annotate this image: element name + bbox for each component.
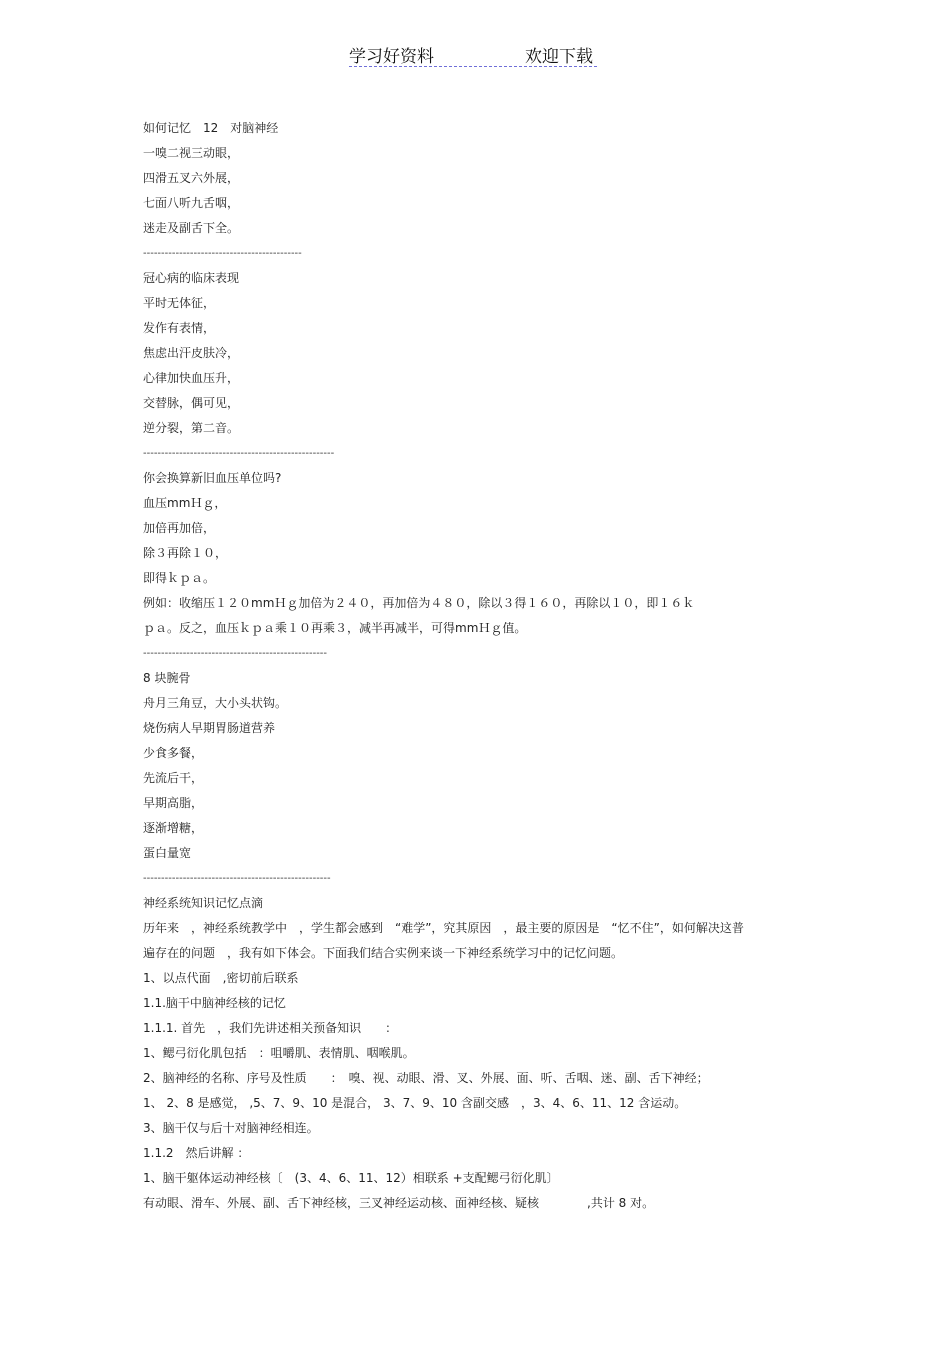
text-line: 烧伤病人早期胃肠道营养 [143,721,276,735]
text-line: 例如：收缩压１２０mmＨｇ加倍为２４０，再加倍为４８０，除以３得１６０，再除以１０，即１６ｋ [143,596,695,610]
text-line: 交替脉，偶可见， [143,396,240,410]
text-line: 加倍再加倍， [143,521,216,535]
text-line: 发作有表情， [143,321,216,335]
text-line: 蛋白量宽 [143,846,192,860]
text-line: 早期高脂， [143,796,204,810]
text-line: 冠心病的临床表现 [143,271,240,285]
text-line: 3、脑干仅与后十对脑神经相连。 [143,1121,319,1135]
text-line: 1.1.1. 首先 ，我们先讲述相关预备知识 ： [143,1021,398,1035]
text-line: 遍存在的问题 ，我有如下体会。下面我们结合实例来谈一下神经系统学习中的记忆问题。 [143,946,624,960]
text-line: 少食多餐， [143,746,204,760]
text-line: 四滑五叉六外展， [143,171,240,185]
text-line: 2、脑神经的名称、序号及性质 ： 嗅、视、动眼、滑、叉、外展、面、听、舌咽、迷、副、舌下神经； [143,1071,709,1085]
header-right-text: 欢迎下载 [525,47,593,67]
text-line: 除３再除１０， [143,546,228,560]
text-line: 心律加快血压升， [143,371,240,385]
text-line: 1、 2、8 是感觉， ,5、7、9、10 是混合， 3、7、9、10 含副交感 ，3、4、6、11、12 含运动。 [143,1096,687,1110]
text-line: ｐａ。反之，血压ｋｐａ乘１０再乘３，减半再减半，可得mmＨｇ值。 [143,621,527,635]
text-line: 1.1.脑干中脑神经核的记忆 [143,996,286,1010]
document-body [143,116,808,1216]
text-line: 有动眼、滑车、外展、副、舌下神经核，三叉神经运动核、面神经核、疑核 ,共计 8 对。 [143,1196,655,1210]
text-line: 8 块腕骨 [143,671,191,685]
text-line: 你会换算新旧血压单位吗? [143,471,282,485]
text-line: 1、鳃弓衍化肌包括 ：咀嚼肌、表情肌、咽喉肌。 [143,1046,415,1060]
text-line: 1.1.2 然后讲解 ： [143,1146,250,1160]
separator-line: ---------------------------------------------------- [143,873,331,884]
separator-line: ----------------------------------------------------- [143,448,335,459]
text-line: 逐渐增糖， [143,821,204,835]
text-line: 七面八听九舌咽， [143,196,240,210]
separator-line: -------------------------------------------- [143,248,302,259]
text-line: 神经系统知识记忆点滴 [143,896,264,910]
text-line: 如何记忆 12 对脑神经 [143,121,279,135]
text-line: 历年来 ，神经系统教学中 ，学生都会感到 “难学”，究其原因 ，最主要的原因是 “忆不住”，如何解决这普 [143,921,744,935]
text-line: 血压mmＨｇ， [143,496,227,510]
text-line: 平时无体征， [143,296,216,310]
text-line: 1、以点代面 ,密切前后联系 [143,971,299,985]
text-line: 1、脑干躯体运动神经核〔 (3、4、6、11、12）相联系 +支配鳃弓衍化肌〕 [143,1171,559,1185]
separator-line: --------------------------------------------------- [143,648,328,659]
text-line: 逆分裂，第二音。 [143,421,240,435]
text-line: 一嗅二视三动眼， [143,146,240,160]
text-line: 迷走及副舌下全。 [143,221,240,235]
text-line: 焦虑出汗皮肤冷， [143,346,240,360]
text-line: 先流后干， [143,771,204,785]
page-header [349,40,597,67]
text-line: 舟月三角豆，大小头状钩。 [143,696,288,710]
header-left-text: 学习好资料 [349,47,434,67]
text-line: 即得ｋｐａ。 [143,571,216,585]
